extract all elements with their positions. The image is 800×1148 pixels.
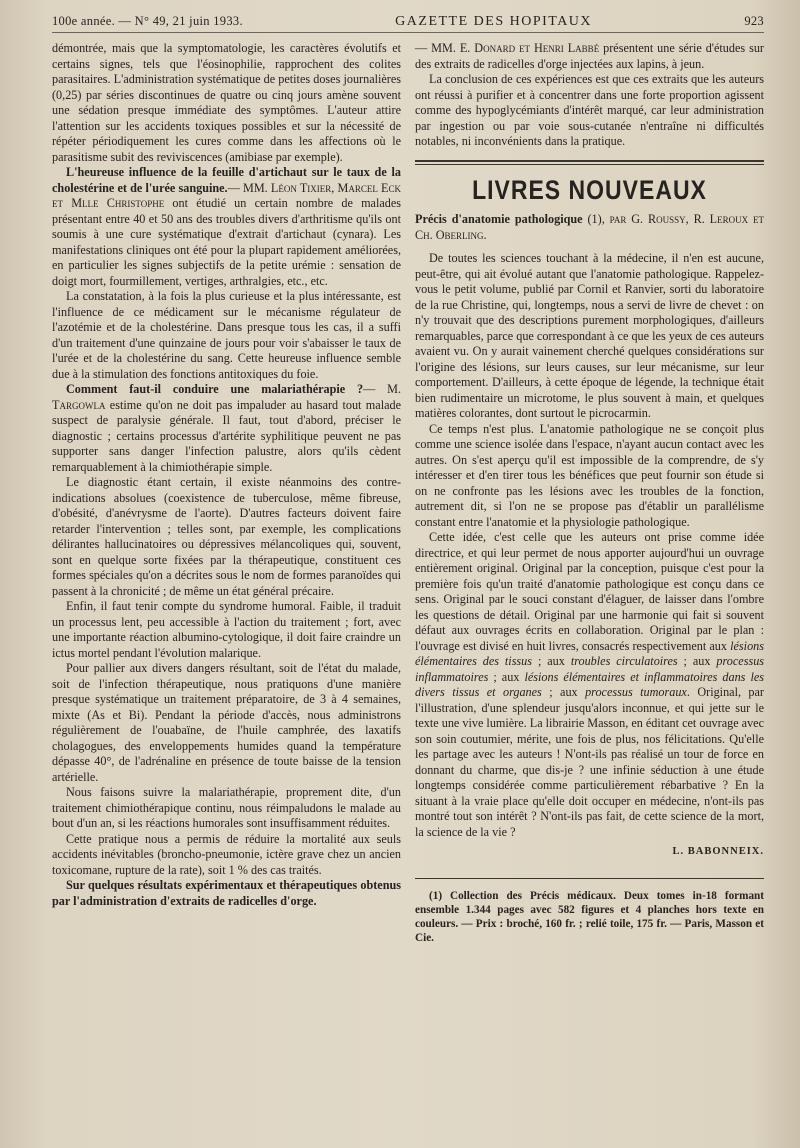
article-title: Sur quelques résultats expérimentaux et thérapeutiques obtenus par l'administration d'extraits de radicelles d'orge. [52,878,401,908]
article-title: Comment faut-il conduire une malariathérapie ? [66,382,364,396]
page-header [52,10,764,33]
article-paragraph: estime qu'on ne doit pas impaluder au hasard tout malade suspect de paralysie générale. Il faut, tout d'abord, préciser le diagnostic ; certains processus d'artérite syphilitique peuvent ne pas supporter sans danger l'infection palustre, alors qu'ils cèdent remarquablement à la chimiothérapie simple. [52,397,401,474]
review-text: . Original, par l'illustration, d'une splendeur jusqu'alors inconnue, et qui jette sur le texte une vive lumière. La librairie Masson, en éditant cet ouvrage avec son soin coutumier, mérite, une fois de plus, nos félicitations. Qu'elle les partage avec les auteurs ! N'ont-ils pas réalisé un tour de force en donnant du charme, que dis-je ? une infinie séduction à une étude longtemps considérée comme particulièrement rébarbative ? En la situant à la vraie place qu'elle doit occuper en médecine, n'ont-ils pas montré tout son intérêt ? N'ont-ils pas fait, de cette science de la mort, la science de la vie ? [415,685,764,839]
right-column [415,41,764,945]
section-heading: LIVRES NOUVEAUX [472,174,707,205]
article-paragraph: Le diagnostic étant certain, il existe néanmoins des contre-indications absolues (coexistence de tuberculose, même fibreuse, d'obésité, d'anévrysme de l'aorte). D'autres facteurs doivent faire retarder l'intervention ; telles sont, par exemple, les complications délirantes hallucinatoires ou dépressives mélancoliques qui, souvent, sont en quelque sorte fixées par la thérapeutique, constituent ces formes spéciales qu'on a décrites sous le nom de formes paranoïdes qui passent à la chronicité ; de même un état général précaire. [52,475,401,598]
review-italic: lésions élémentaires et inflammatoires dans les divers tissus et organes [415,669,765,699]
article-paragraph: Cette pratique nous a permis de réduire la mortalité aux seuls accidents inévitables (broncho-pneumonie, ictère grave chez un ancien toxicomane, rupture de la rate), soit 1 % des cas traités. [52,831,401,877]
issue-info: 100e année. — N° 49, 21 juin 1933. [52,14,243,28]
review-italic: lésions élémentaires des tissus [415,638,764,668]
review-paragraph: Ce temps n'est plus. L'anatomie pathologique ne se conçoit plus comme une science isolée dans l'espace, n'ayant aucun contact avec les autres. On s'est aperçu qu'il est impossible de la comprendre, de s'y intéresser et d'en tirer tous les bénéfices que peut fournir son étude si on ne confronte pas les lésions avec les troubles de la fonction, autrement dit, si l'on ne se propose pas d'établir un parallélisme constant entre l'anatomie et la physiologie pathologique. [415,421,764,529]
book-entry [415,212,764,243]
article-title: L'heureuse influence de la feuille d'artichaut sur le taux de la cholestérine et de l'urée sanguine. [52,165,401,195]
review-text: ; aux [541,685,586,699]
review-text: ; aux [488,669,525,684]
review-text: ; aux [532,654,571,668]
footnote: (1) Collection des Précis médicaux. Deux tomes in-18 formant ensemble 1.344 pages avec 582 figures et 4 planches hors texte en couleurs. — Prix : broché, 160 fr. ; relié toile, 175 fr. — Paris, Masson et Cie. [415,889,764,944]
article-artichaut [52,165,401,289]
article-paragraph: ont étudié un certain nombre de malades présentant entre 40 et 50 ans des troubles divers d'arthritisme qu'ils ont soumis à une cure systématique d'extrait d'artichaut (cynara). Les manifestations cliniques ont été pour la plupart rapidement améliorées, en particulier les signes subjectifs de la petite urémie : sensation de doigt mort, fourmillement, vertiges, arthralgies, etc., etc. [52,196,402,288]
article-malariatherapie [52,382,401,475]
review-italic: processus inflammatoires [415,654,765,684]
article-authors: — MM. Léon Tixier, Marcel Eck et Mlle Christophe [52,180,401,210]
review-paragraph: De toutes les sciences touchant à la médecine, il n'en est aucune, peut-être, qui ait évolué autant que l'anatomie pathologique. Rappelez-vous le petit volume, publié par Cornil et Ranvier, sorti du laboratoire de la rue Christine, qui, longtemps, nous a servi de livre de chevet : on n'y trouvait que des descriptions purement morphologiques, d'ailleurs remarquables, parce que correspondant à ce que les yeux de ces auteurs avaient vu. On y aurait vainement cherché quelques considérations sur l'origine des lésions, sur leurs causes, sur leur mécanisme, sur leur comportement. D'ailleurs, à cette époque de légende, la technique était bien rudimentaire un microtome, le plus souvent à main, et quelques matières colorantes, dont surtout le picrocarmin. [415,251,764,420]
footnote-rule [415,878,764,879]
review-italic: troubles circulatoires [570,654,678,668]
article-radicelles-title [52,878,401,909]
book-title: Précis d'anatomie pathologique [415,212,583,226]
review-italic: processus tumoraux [585,685,687,699]
article-paragraph: La constatation, à la fois la plus curieuse et la plus intéressante, est l'influence de ce médicament sur le mécanisme régulateur de l'azotémie et de la cholestérine. Dans presque tous les cas, il a suffi d'un traitement d'une quinzaine de jours pour voir s'abaisser le taux de l'urée et de la cholestérine du sang. Cette heureuse influence semble due à la stimulation des fonctions antitoxiques du foie. [52,289,401,381]
article-radicelles [415,41,764,72]
journal-title: GAZETTE DES HOPITAUX [395,14,593,29]
section-divider [415,160,764,165]
review-text: Cette idée, c'est celle que les auteurs ont prise comme idée directrice, et qui leur permet de nous apporter aujourd'hui un ouvrage entièrement original. Original par la conception, puisque c'est pour la première fois qu'un traité d'anatomie pathologique est conçu dans ce sens. Original par le souci constant d'élaguer, de laisser dans l'ombre les questions de détail. Original par une harmonie qui fait si souvent défaut aux ouvrages écrits en collaboration. Original par le plan : l'ouvrage est divisé en huit livres, consacrés respectivement aux [415,530,764,653]
article-paragraph: Nous faisons suivre la malariathérapie, proprement dite, d'un traitement chimiothérapique continu, nous réimpaludons le malade au bout d'un an, si les réactions humorales sont insuffisamment réduites. [52,785,401,830]
page-number: 923 [744,14,764,28]
book-authors: (1), par G. Roussy, R. Leroux et Ch. Oberling. [415,212,764,242]
article-paragraph: Pour pallier aux divers dangers résultant, soit de l'état du malade, soit de l'infection thérapeutique, nous pratiquons d'une manière presque systématique un traitement préparatoire, de 3 à 4 semaines, mixte (As et Bi). Pendant la période d'accès, nous administrons régulièrement de l'ouabaïne, de l'huile camphrée, des laxatifs cholagogues, des enveloppements humides quand la température dépasse 40°, de l'adrénaline en présence de toute baisse de la tension artérielle. [52,661,401,784]
article-paragraph: présentent une série d'études sur des extraits de radicelles d'orge injectées aux lapins, à jeun. [415,41,764,71]
left-column [52,41,401,945]
article-paragraph: La conclusion de ces expériences est que ces extraits que les auteurs ont réussi à purifier et à concentrer dans une forte proportion agissent comme des hypoglycémiants d'intérêt marqué, car leur administration par ingestion ou par voie sous-cutanée n'entraîne ni difficultés notables, ni inconvénients dans la pratique. [415,72,764,148]
intro-paragraph: démontrée, mais que la symptomatologie, les caractères évolutifs et certains signes, tels que l'éosinophilie, rapprochent des colites parasitaires. L'administration systématique de petites doses journalières (0,25) par séries discontinues de quatre ou cinq jours amène souvent une sédation presque immédiate des symptômes. L'auteur attire l'attention sur les accidents toxiques possibles et sur la nécessité de répéter périodiquement les cures comme dans les affections où le parasitisme subit des reviviscences (amibiase par exemple). [52,41,401,164]
text-columns [52,41,764,945]
review-paragraph [415,530,764,840]
article-authors: — MM. E. Donard et Henri Labbé [415,41,600,55]
review-signature: L. BABONNEIX. [672,846,764,857]
review-text: ; aux [677,654,717,668]
article-paragraph: Enfin, il faut tenir compte du syndrome humoral. Faible, il traduit un processus lent, peu accessible à l'action du traitement ; fort, avec une importante réaction albumino-cytologique, il doit faire craindre un ictus mortel pendant l'évolution malarique. [52,599,401,660]
article-authors: — M. Targowla [52,382,401,412]
